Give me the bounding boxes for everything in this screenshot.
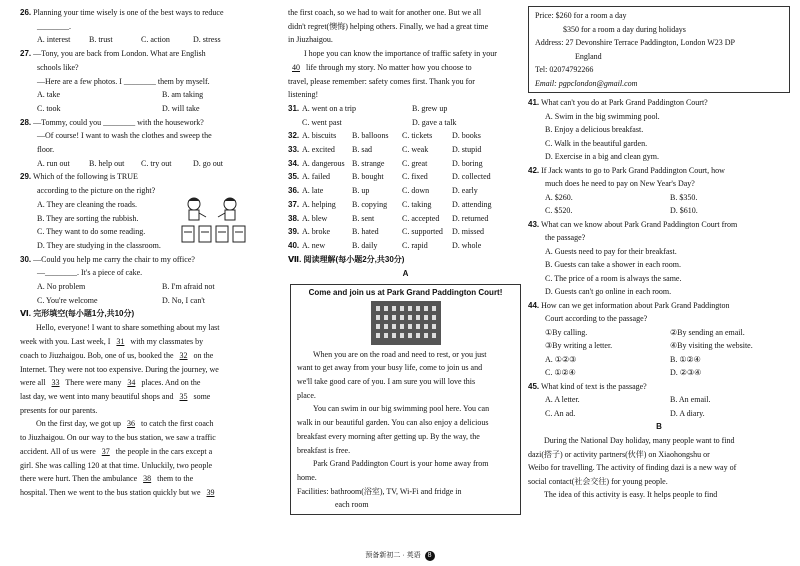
question-number: 31. [288,103,300,113]
option-a[interactable]: A. dangerous [302,158,345,168]
option-d[interactable]: D. collected [452,172,491,182]
option-c[interactable]: C. $520. [545,206,573,215]
person-right [218,198,236,220]
person-left [188,198,206,220]
building-window [384,333,388,338]
cloze-option-row [288,143,523,157]
option-b[interactable]: B. grew up [412,103,448,113]
question-29: 29. Which of the following is TRUE according to the picture on the right? A. They are cleaning the roads. B. They are sorting the rubbish. C. They want to do some reading. D. They are studying in the classroom. [20,170,275,252]
passage-b: During the National Day holiday, many people want to find dazi(搭子) or activity partners(伙伴) on Xiaohongshu or Weibo for travelling. The activity of finding dazi is a new way of social contact(社会交往) for young people. The idea of this activity is easy. It helps people to find [528,436,737,499]
option-c[interactable]: C. You're welcome [37,295,98,305]
question-26: 26. Planning your time wisely is one of the best ways to reduce ________. A. interest B. trust C. action D. stress [20,6,275,47]
option-d[interactable]: D. returned [452,213,489,223]
option-a[interactable]: A. Guests need to pay for their breakfast. [545,246,677,256]
option-d[interactable]: D. missed [452,227,484,237]
options-26 [20,33,275,47]
option-c[interactable]: C. fixed [402,172,428,182]
option-b[interactable]: B. help out [89,158,125,168]
options-44b [528,366,790,380]
building-window [432,333,436,338]
building-window [384,306,388,311]
cloze-passage-continued: the first coach, so we had to wait for another one. But we all didn't regret(懊悔) helping others. Finally, we had a great time in Jiuzhaigou. I hope you can know the importance of traffic safety in your 40 life through my story. No matter how you choose to travel, please remember: safety comes first. Thank you for listening! [288,8,497,100]
options-44 [528,353,790,367]
option-d[interactable]: D. stupid [452,145,482,155]
option-a[interactable]: A. $260. [545,192,573,202]
blank-36[interactable]: 36 [127,419,136,429]
cloze-option-row [288,102,523,116]
option-c[interactable]: C. The price of a room is always the same. [545,273,682,283]
cloze-passage: Hello, everyone! I want to share something about my last week with you. Last week, I 31 with my classmates by coach to Jiuzhaigou. Bob, one of us, booked the 32 on the Internet. They were not too expensive. During the journey, we were all 33 There were many 34 places. And on the last day, we went into many beautiful shops and 35 some presents for our parents. On the first day, we got up 36 to catch the first coach to Jiuzhaigou. On our way to the bus station, we saw a traffic accident. All of us were 37 the people in the cars except a girl. She was calling 120 at that time. Unluckily, two people there were hurt. Then the ambulance 38 them to the hospital. Then we went to the bus station quickly but we 39 [20,323,220,497]
question-44: 44. How can we get information about Park Grand Paddington Court according to the passage? ①By calling. ②By sending an email. ③By writing a letter. ④By visiting the website. A. ①②③ B. ①②④ C. ①②④ D. ②③④ [528,299,790,380]
option-c[interactable]: C. down [402,186,430,196]
option-c[interactable]: C. tickets [402,131,433,141]
option-a[interactable]: A. A letter. [545,395,580,404]
question-28: 28. —Tommy, could you ________ with the housework? —Of course! I want to wash the clothes and sweep the floor. A. run out B. help out C. try out D. go out [20,116,275,171]
option-a[interactable]: A. new [302,240,326,250]
option-b[interactable]: B. They are sorting the rubbish. [37,213,139,223]
option-c[interactable]: C. weak [402,145,429,155]
question-number: 34. [288,158,300,168]
building-window [376,306,380,311]
building-window [432,324,436,329]
question-30: 30. —Could you help me carry the chair to my office? —________. It's a piece of cake. A. No problem B. I'm afraid not C. You're welcome D. No, I can't [20,253,275,308]
options-42 [528,191,790,205]
blank-31[interactable]: 31 [116,337,125,347]
question-42: 42. If Jack wants to go to Park Grand Paddington Court, how much does he need to pay on New Year's Day? A. $260. B. $350. C. $520. D. $610. [528,164,790,218]
option-a[interactable]: A. take [37,90,61,100]
option-d[interactable]: D. A diary. [670,408,705,418]
option-a[interactable]: A. ①②③ [545,354,577,364]
option-b[interactable]: B. hated [352,227,379,237]
question-number: 35. [288,172,300,182]
option-d[interactable]: D. books [452,131,481,141]
blank-32[interactable]: 32 [179,350,188,360]
option-d[interactable]: D. Guests can't go online in each room. [545,287,672,296]
cloze-option-row [288,239,523,253]
option-d[interactable]: D. whole [452,240,482,250]
question-45: 45. What kind of text is the passage? A. A letter. B. An email. C. An ad. D. A diary. [528,380,790,421]
option-b[interactable]: B. Enjoy a delicious breakfast. [545,125,644,134]
option-a[interactable]: A. failed [302,172,330,182]
cloze-options [288,102,523,253]
question-number: 36. [288,186,300,196]
option-d[interactable]: D. gave a talk [412,117,457,127]
cloze-option-row [288,212,523,226]
question-number: 39. [288,227,300,237]
cloze-option-row [288,157,523,171]
cloze-option-row [288,116,523,130]
option-d[interactable]: D. No, I can't [162,295,205,305]
option-a[interactable]: A. run out [37,158,70,168]
blank-34[interactable]: 34 [127,378,136,388]
option-d[interactable]: D. will take [162,103,200,113]
option-a[interactable]: A. broke [302,227,330,237]
building-window [432,315,436,320]
option-b[interactable]: B. Guests can take a shower in each room. [545,260,681,269]
option-a[interactable]: A. blew [302,213,328,223]
building-window [384,324,388,329]
blank-38[interactable]: 38 [143,474,152,484]
option-d[interactable]: D. They are studying in the classroom. [37,240,161,250]
building-window [392,315,396,320]
question-number: 40. [288,240,300,250]
building-window [424,333,428,338]
option-c[interactable]: C. great [402,158,428,168]
building-window [384,315,388,320]
option-a[interactable]: A. No problem [37,282,86,292]
cloze-option-row [288,129,523,143]
building-window [408,315,412,320]
part-b-label: B [656,422,662,431]
option-d[interactable]: D. ②③④ [670,368,702,377]
part-a-label: A [402,268,409,278]
items-44: ①By calling. ②By sending an email. [545,327,745,337]
building-window [400,315,404,320]
building-window [432,306,436,311]
cloze-option-row [288,184,523,198]
option-b[interactable]: B. $350. [670,192,698,202]
option-a[interactable]: A. Swim in the big swimming pool. [545,111,660,121]
options-28 [20,157,275,171]
question-43: 43. What can we know about Park Grand Paddington Court from the passage? A. Guests need to pay for their breakfast. B. Guests can take a shower in each room. C. The price of a room is always the same. D. Guests can't go online in each room. [528,218,790,299]
options-27 [20,88,275,102]
option-b[interactable]: B. trust [89,35,113,45]
option-c[interactable]: C. accepted [402,213,440,223]
options-45 [528,393,790,407]
question-27: 27. —Tony, you are back from London. What are English schools like? —Here are a few photos. I ________ them by myself. A. take B. am taking C. took D. will take [20,47,275,116]
option-d[interactable]: D. attending [452,199,492,209]
cloze-option-row [288,198,523,212]
option-c[interactable]: C. taking [402,199,432,209]
option-b[interactable]: B. copying [352,199,388,209]
question-number: 38. [288,213,300,223]
option-d[interactable]: D. early [452,186,478,196]
option-c[interactable]: C. went past [302,117,342,127]
option-b[interactable]: B. An email. [670,395,711,404]
option-c[interactable]: C. action [141,35,170,45]
option-a[interactable]: A. late [302,186,324,196]
option-b[interactable]: B. sad [352,145,372,155]
items-44b: ③By writing a letter. ④By visiting the website. [545,341,753,350]
option-a[interactable]: A. biscuits [302,131,337,141]
option-c[interactable]: C. took [37,103,61,113]
building-window [408,333,412,338]
hotel-ad: Come and join us at Park Grand Paddington Court! When you are on the road and need to rest, or you just want to get away from your busy life, come to join us and we'll take good care of you. I am sure you will love this place. You can swim in our big swimming pool here. You can walk in our beautiful garden. You can also enjoy a delicious breakfast every morning after getting up. By the way, the breakfast is free. Park Grand Paddington Court is your home away from home. Facilities: bathroom(浴室), TV, Wi-Fi and fridge in each room [290,284,521,515]
building-window [376,324,380,329]
building-window [408,324,412,329]
column-left [20,6,275,500]
building-window [376,315,380,320]
option-d[interactable]: D. stress [193,35,221,45]
blank-37[interactable]: 37 [101,446,110,456]
rubbish-bins [182,226,245,242]
building-window [416,324,420,329]
option-b[interactable]: B. up [352,186,370,196]
option-b[interactable]: B. daily [352,240,378,250]
building-window [424,306,428,311]
building-window [400,306,404,311]
option-a[interactable]: A. They are cleaning the roads. [37,199,138,209]
options-45b [528,407,790,421]
blank-39[interactable]: 39 [206,487,215,497]
building-window [416,306,420,311]
option-b[interactable]: B. am taking [162,90,204,100]
building-window [424,315,428,320]
option-b[interactable]: B. sent [352,213,375,223]
options-42b [528,204,790,218]
option-d[interactable]: D. boring [452,158,483,168]
option-a[interactable]: A. went on a trip [302,103,356,113]
column-right [528,6,790,502]
blank-33[interactable]: 33 [51,378,60,388]
page-footer: 预备新初二 · 英语 8 [0,550,800,561]
blank-40[interactable]: 40 [292,62,300,72]
question-number: 37. [288,199,300,209]
rubbish-sorting-picture [178,196,250,246]
options-30b [20,294,275,308]
building-window [392,333,396,338]
option-c[interactable]: C. ①②④ [545,368,576,377]
hotel-info-box: Price: $260 for a room a day $350 for a room a day during holidays Address: 27 Devonshire Terrace Paddington, London W23 DP England Tel: 02074792266 Email: pgpclondon@gmail.com [528,6,790,93]
option-c[interactable]: C. They want to do some reading. [37,227,146,237]
options-27b [20,102,275,116]
section-heading-reading: Ⅶ. 阅读理解(每小题2分,共30分) [288,254,405,264]
question-number: 32. [288,131,300,141]
option-c[interactable]: C. supported [402,227,443,237]
building-window [376,333,380,338]
option-d[interactable]: D. Exercise in a big and clean gym. [545,152,659,161]
building-window [424,324,428,329]
ad-title: Come and join us at Park Grand Paddington Court! [308,287,503,297]
blank-35[interactable]: 35 [179,391,188,401]
question-41: 41. What can't you do at Park Grand Paddington Court? A. Swim in the big swimming pool. B. Enjoy a delicious breakfast. C. Walk in the beautiful garden. D. Exercise in a big and clean gym. [528,96,790,164]
building-window [416,333,420,338]
option-c[interactable]: C. try out [141,158,172,168]
option-b[interactable]: B. I'm afraid not [162,282,215,292]
option-b[interactable]: B. bought [352,172,384,182]
option-a[interactable]: A. excited [302,145,335,155]
option-d[interactable]: D. $610. [670,206,698,215]
building-window [408,306,412,311]
column-middle [288,6,523,515]
building-window [400,333,404,338]
building-window [392,324,396,329]
option-b[interactable]: B. strange [352,158,385,168]
cloze-option-row [288,170,523,184]
page-number: 8 [425,551,435,561]
building-window [416,315,420,320]
section-heading-cloze: Ⅵ. 完形填空(每小题1分,共10分) [20,309,135,319]
option-c[interactable]: C. rapid [402,240,428,250]
option-d[interactable]: D. go out [193,158,223,168]
option-a[interactable]: A. interest [37,35,71,45]
building-window [400,324,404,329]
hotel-photo [371,301,441,345]
option-b[interactable]: B. ①②④ [670,354,701,364]
cloze-option-row [288,225,523,239]
question-number: 33. [288,145,300,155]
options-30 [20,280,275,294]
building-window [392,306,396,311]
option-c[interactable]: C. An ad. [545,408,576,418]
option-b[interactable]: B. balloons [352,131,389,141]
option-a[interactable]: A. helping [302,199,336,209]
option-c[interactable]: C. Walk in the beautiful garden. [545,138,648,148]
